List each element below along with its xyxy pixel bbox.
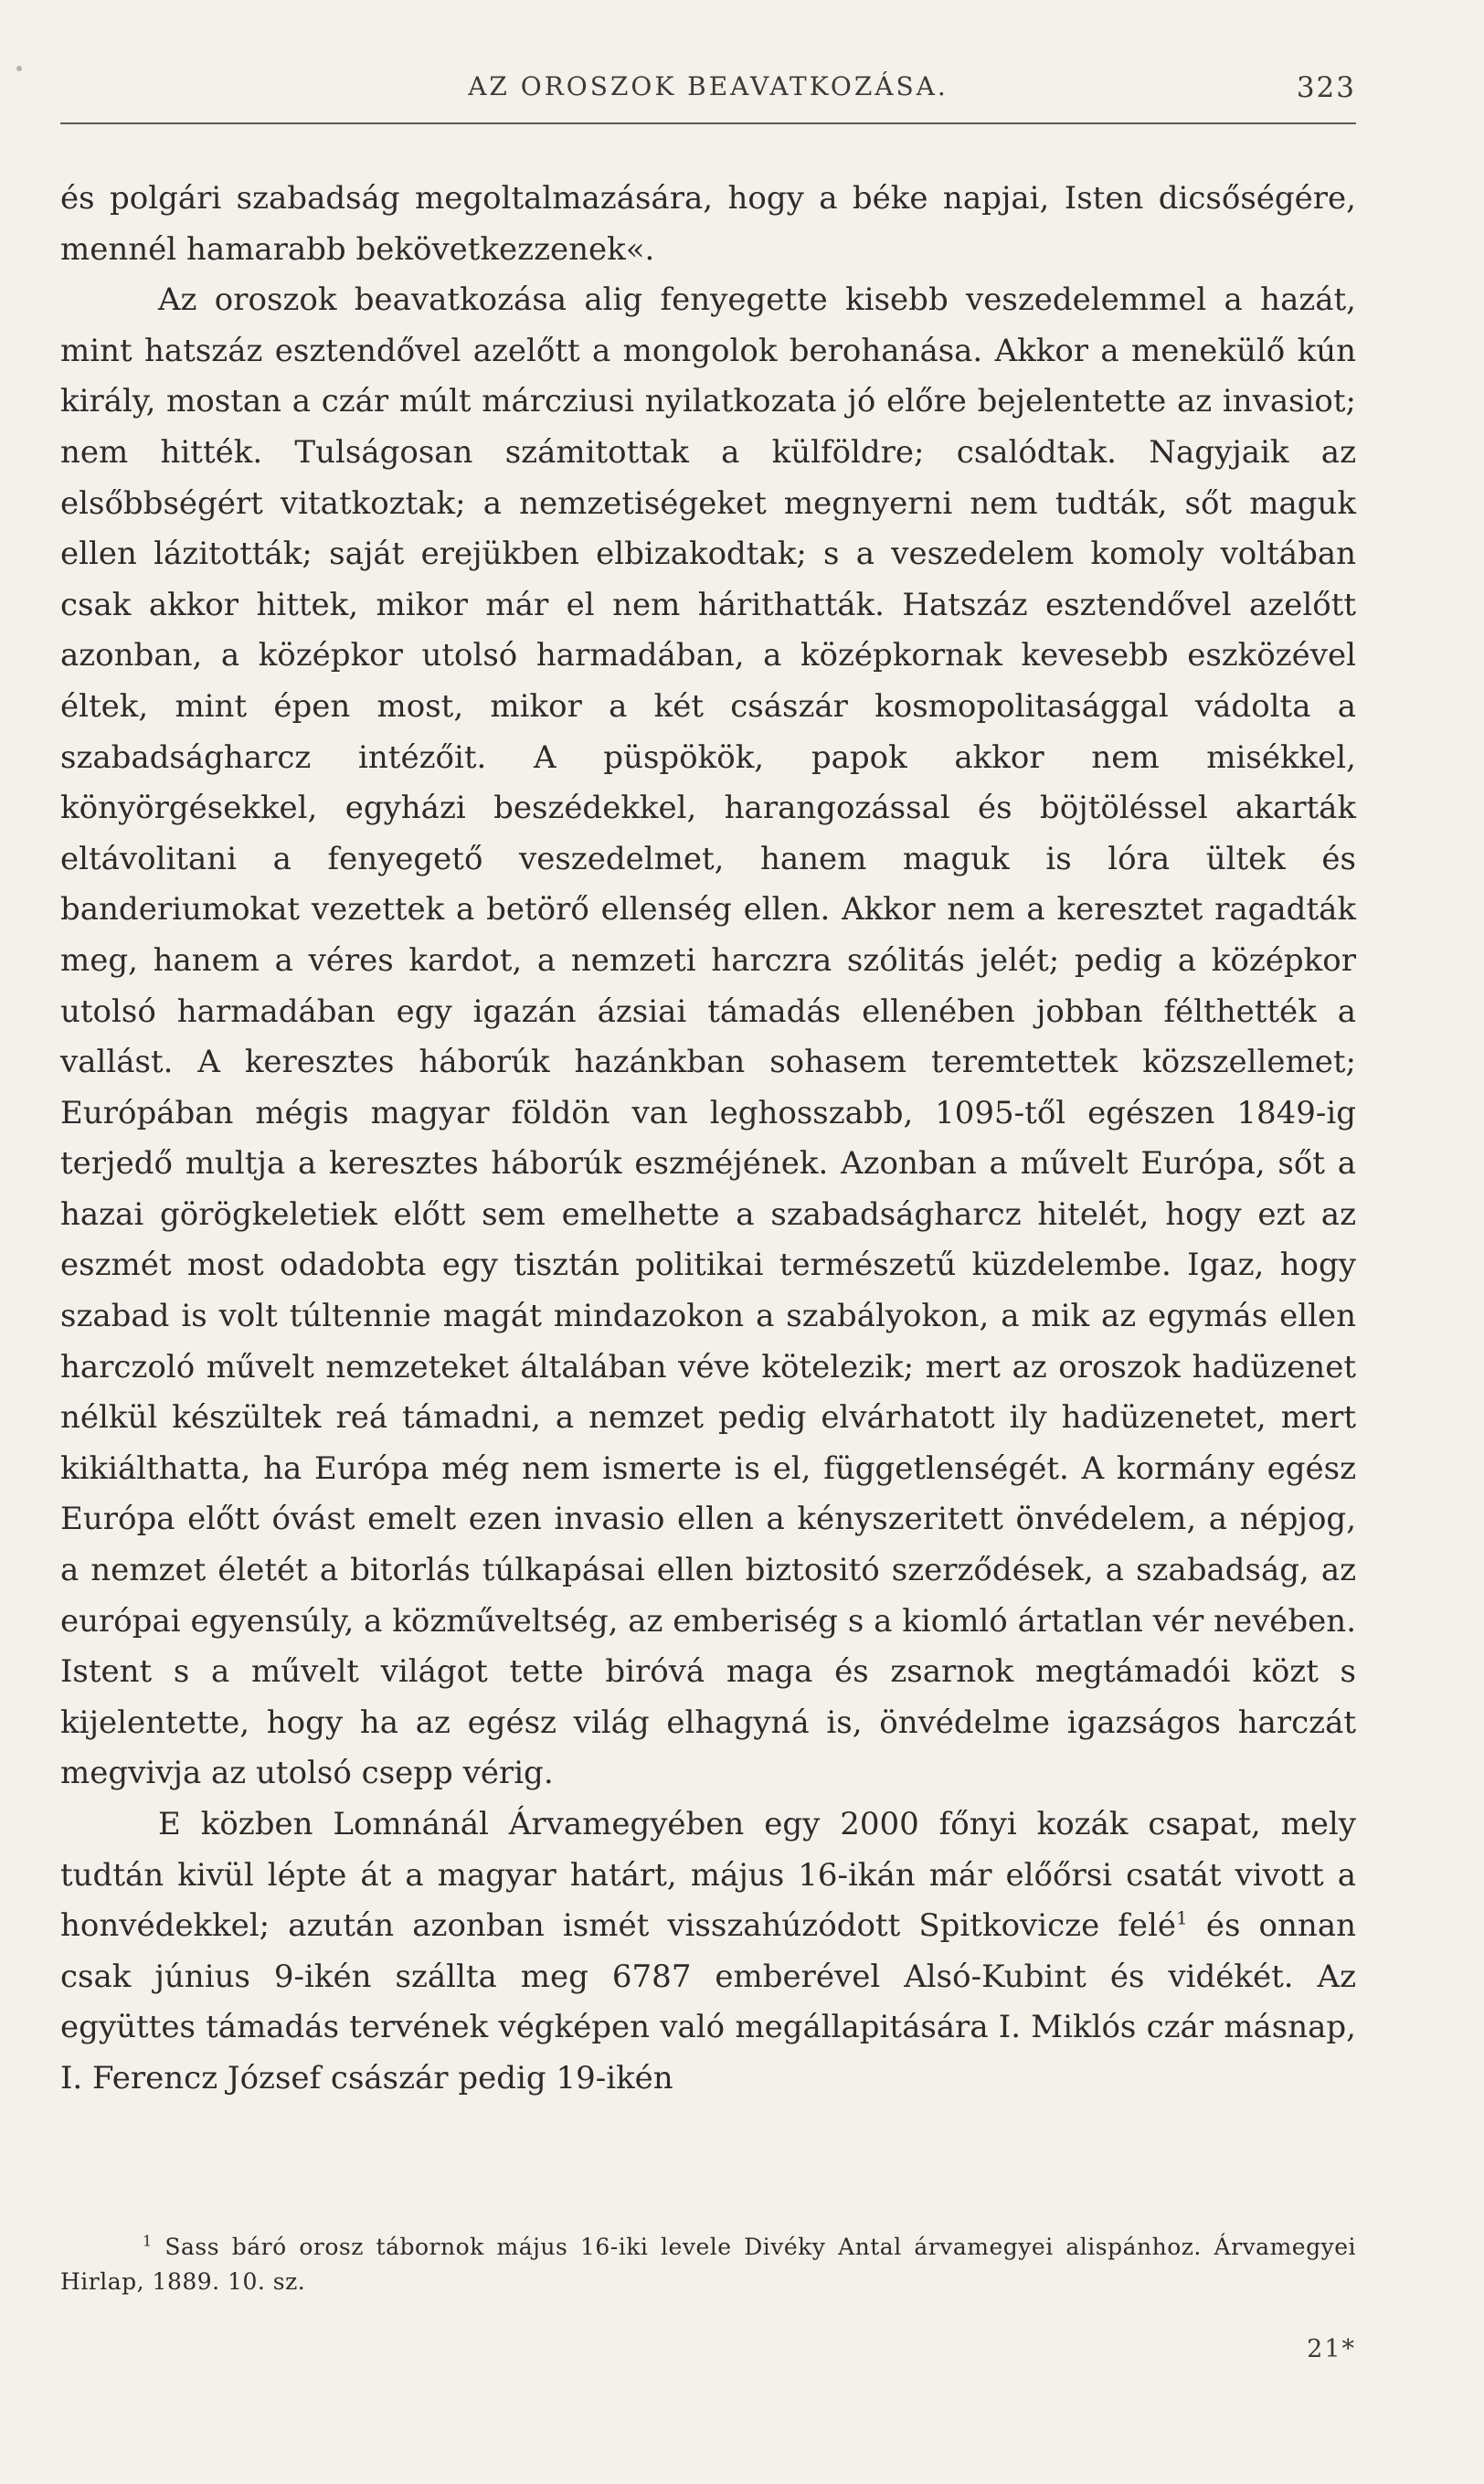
footnote-text: Sass báró orosz tábornok május 16-iki levele Divéky Antal árvamegyei alispánhoz. Árvamegyei Hirlap, 1889. 10. sz.	[60, 2234, 1356, 2295]
footnote	[60, 2230, 1356, 2299]
running-title: AZ OROSZOK BEAVATKOZÁSA.	[468, 71, 949, 101]
footnote-reference: 1	[1176, 1906, 1188, 1929]
footnote-number: 1	[143, 2232, 153, 2250]
page-speck	[16, 66, 22, 71]
footnotes	[60, 2230, 1356, 2299]
paragraph-russian-intervention: Az oroszok beavatkozása alig fenyegette kisebb veszedelemmel a hazát, mint hatszáz esztendővel azelőtt a mongolok berohanása. Akkor a menekülő kún király, mostan a czár múlt márcziusi nyilatkozata jó előre bejelentette az invasiot; nem hitték. Tulságosan számitottak a külföldre; csalódtak. Nagyjaik az elsőbbségért vitatkoztak; a nemzetiségeket megnyerni nem tudták, sőt maguk ellen lázitották; saját erejükben elbizakodtak; s a veszedelem komoly voltában csak akkor hittek, mikor már el nem hárithatták. Hatszáz esztendővel azelőtt azonban, a középkor utolsó harmadában, a középkornak kevesebb eszközével éltek, mint épen most, mikor a két császár kosmopolitasággal vádolta a szabadságharcz intézőit. A püspökök, papok akkor nem misékkel, könyörgésekkel, egyházi beszédekkel, harangozással és böjtöléssel akarták eltávolitani a fenyegető veszedelmet, hanem maguk is lóra ültek és banderiumokat vezettek a betörő ellenség ellen. Akkor nem a keresztet ragadták meg, hanem a véres kardot, a nemzeti harczra szólitás jelét; pedig a középkor utolsó harmadában egy igazán ázsiai támadás ellenében jobban félthették a vallást. A keresztes háborúk hazánkban sohasem teremtettek közszellemet; Európában mégis magyar földön van leghosszabb, 1095-től egészen 1849-ig terjedő multja a keresztes háborúk eszméjének. Azonban a művelt Európa, sőt a hazai görögkeletiek előtt sem emelhette a szabadságharcz hitelét, hogy ezt az eszmét most odadobta egy tisztán politikai természetű küzdelembe. Igaz, hogy szabad is volt túltennie magát mindazokon a szabályokon, a mik az egymás ellen harczoló művelt nemzeteket általában véve kötelezik; mert az oroszok hadüzenet nélkül készültek reá támadni, a nemzet pedig elvárhatott ily hadüzenetet, mert kikiálthatta, ha Európa még nem ismerte is el, függetlenségét. A kormány egész Európa előtt óvást emelt ezen invasio ellen a kényszeritett önvédelem, a népjog, a nemzet életét a bitorlás túlkapásai ellen biztositó szerződések, a szabadság, az európai egyensúly, a közműveltség, az emberiség s a kiomló ártatlan vér nevében. Istent s a művelt világot tette biróvá maga és zsarnok megtámadói közt s kijelentette, hogy ha az egész világ elhagyná is, önvédelme igazságos harczát megvivja az utolsó csepp vérig.	[60, 281, 1356, 1792]
paragraph-text-after-note: és onnan csak június 9-ikén szállta meg 6787 emberével Alsó-Kubint és vidékét. Az együttes támadás tervének végképen való megállapitására I. Miklós czár másnap, I. Ferencz József császár pedig 19-ikén	[60, 1907, 1356, 2097]
page-number: 323	[1296, 71, 1356, 104]
paragraph-text-before-note: E közben Lomnánál Árvamegyében egy 2000 főnyi kozák csapat, mely tudtán kivül lépte át a magyar határt, május 16-ikán már előőrsi csatát vivott a honvédekkel; azután azonban ismét visszahúzódott Spitkovicze felé	[60, 1806, 1356, 1945]
paragraph-cossack-troop	[60, 1799, 1356, 2105]
header-rule	[60, 122, 1356, 124]
signature-mark: 21*	[1307, 2335, 1356, 2363]
paragraph-continuation: és polgári szabadság megoltalmazására, hogy a béke napjai, Isten dicsőségére, mennél hamarabb bekövetkezzenek«.	[60, 180, 1356, 268]
page-header	[60, 71, 1356, 113]
body-text	[60, 174, 1356, 2105]
